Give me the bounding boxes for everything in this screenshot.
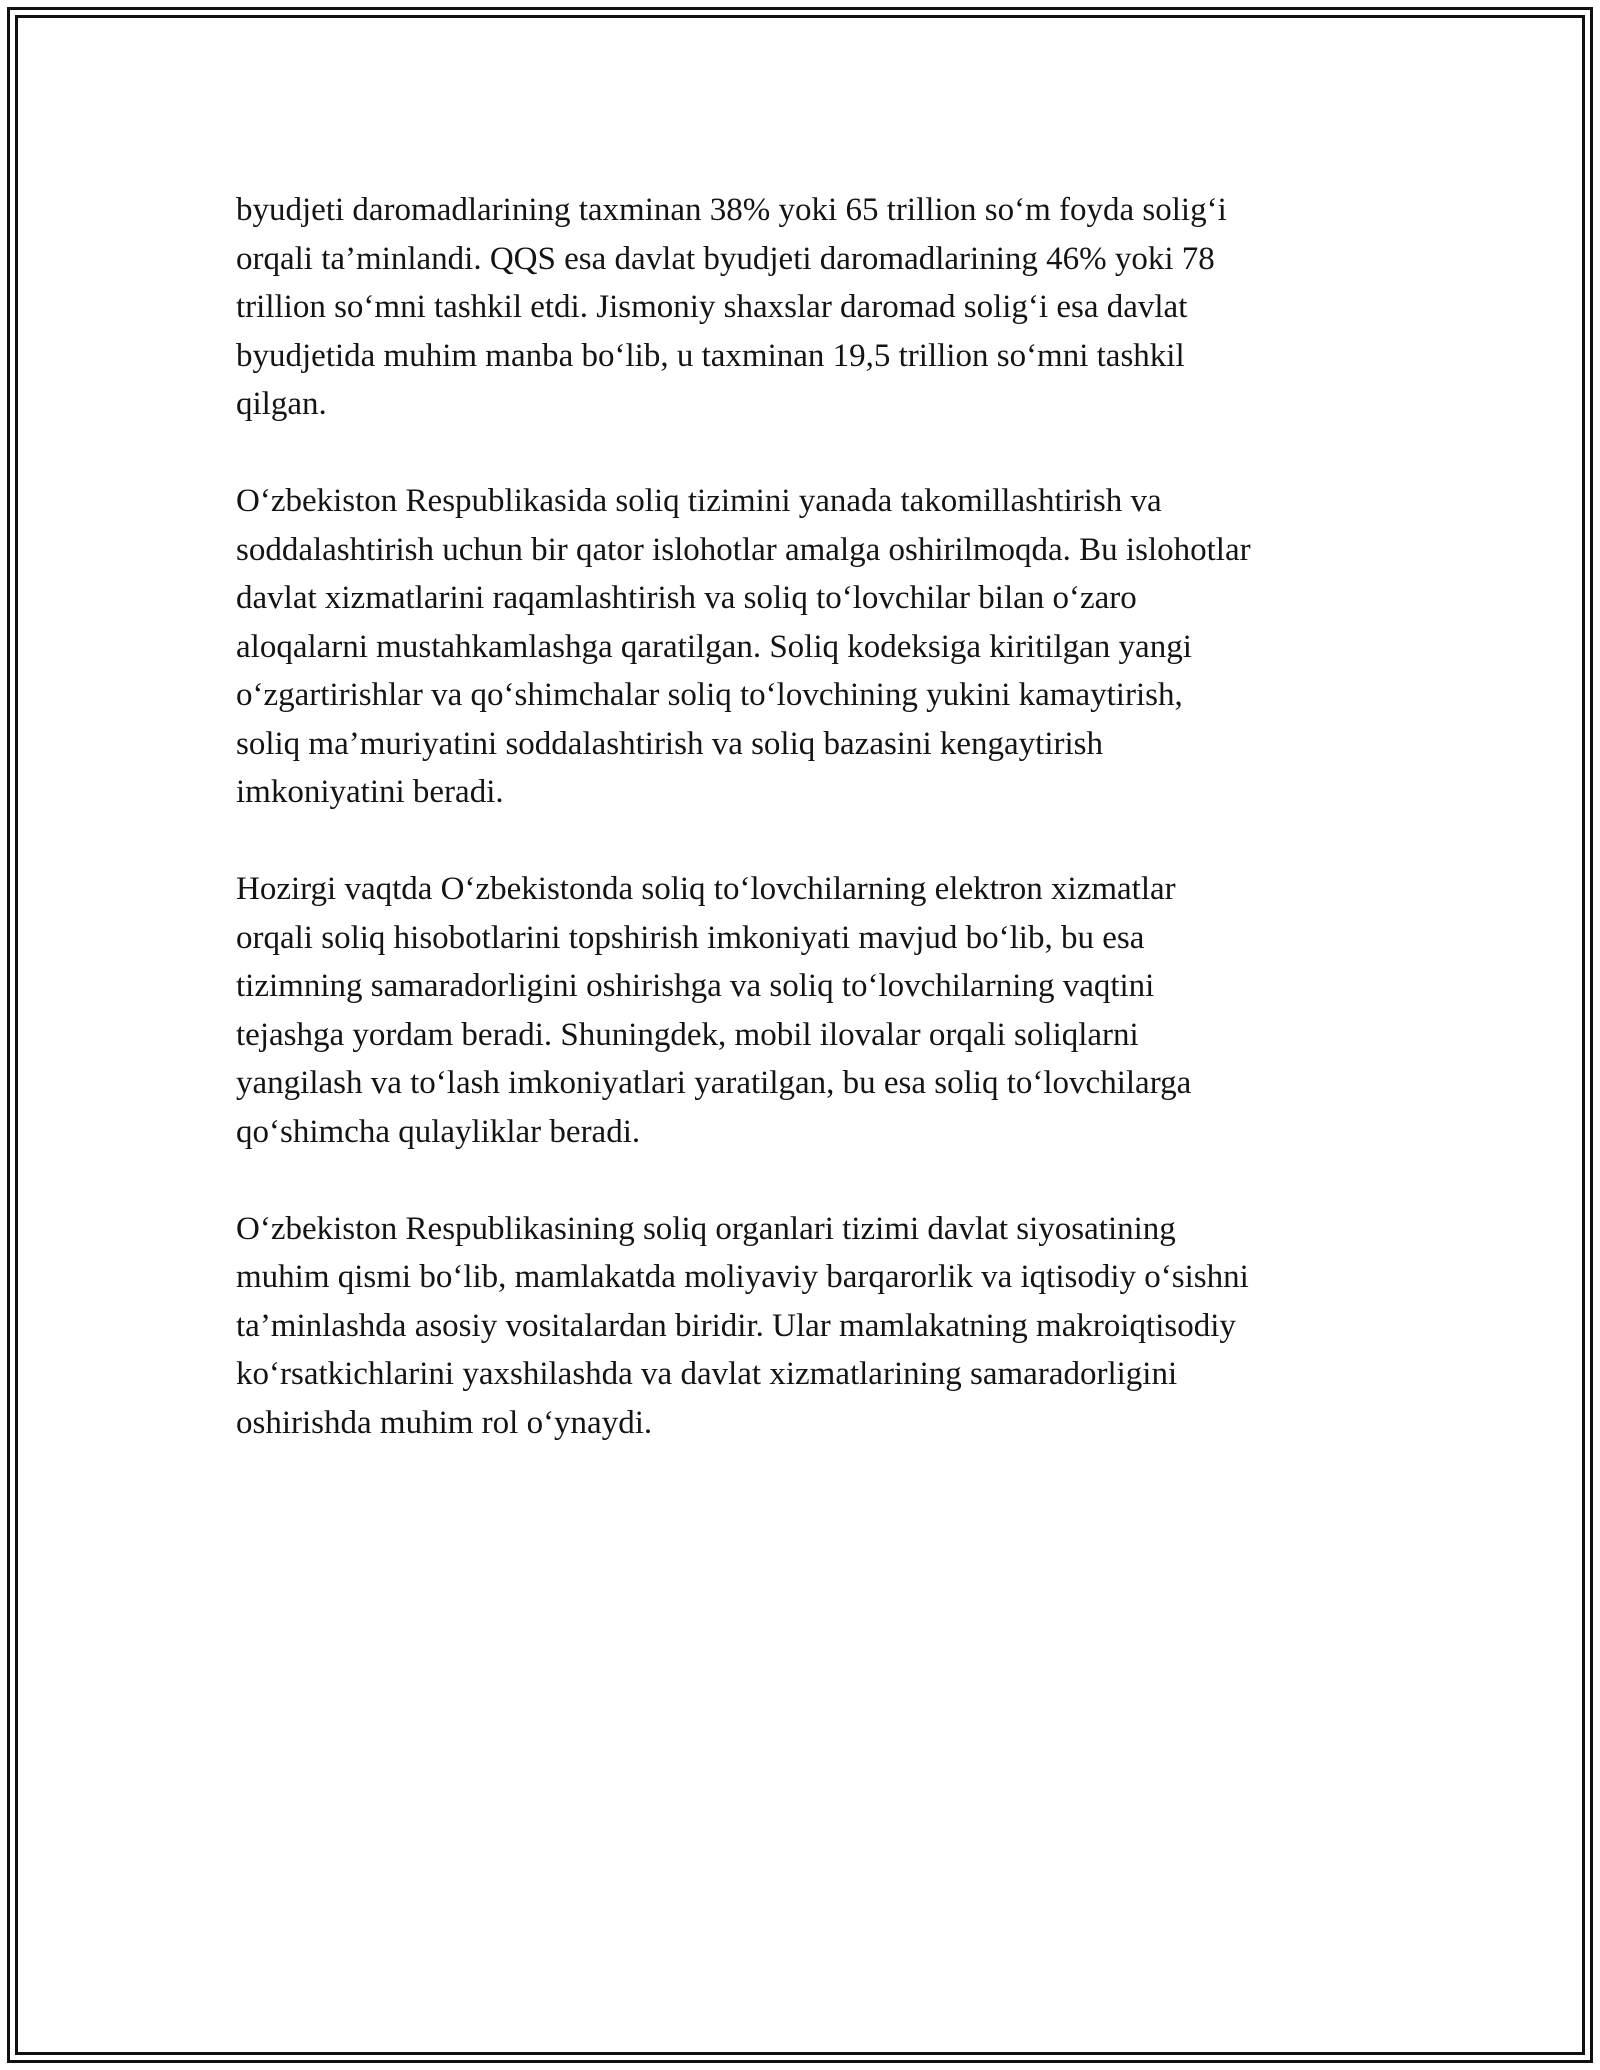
paragraph-tax-reforms: O‘zbekiston Respublikasida soliq tizimini yanada takomillashtirish va soddalashtirish uchun bir qator islohotlar amalga oshirilmoqda. Bu islohotlar davlat xizmatlarini raqamlashtirish va soliq to‘lovchilar bilan o‘zaro aloqalarni mustahkamlashga qaratilgan. Soliq kodeksiga kiritilgan yangi o‘zgartirishlar va qo‘shimchalar soliq to‘lovchining yukini kamaytirish, soliq ma’muriyatini soddalashtirish va soliq bazasini kengaytirish imkoniyatini beradi. <box>236 483 1251 810</box>
paragraph-electronic-services: Hozirgi vaqtda O‘zbekistonda soliq to‘lovchilarning elektron xizmatlar orqali soliq hisobotlarini topshirish imkoniyati mavjud bo‘lib, bu esa tizimning samaradorligini oshirishga va soliq to‘lovchilarning vaqtini tejashga yordam beradi. Shuningdek, mobil ilovalar orqali soliqlarni yangilash va to‘lash imkoniyatlari yaratilgan, bu esa soliq to‘lovchilarga qo‘shimcha qulayliklar beradi. <box>236 871 1192 1150</box>
document-body <box>236 186 1366 1496</box>
paragraph-tax-authorities: O‘zbekiston Respublikasining soliq organlari tizimi davlat siyosatining muhim qismi bo‘lib, mamlakatda moliyaviy barqarorlik va iqtisodiy o‘sishni ta’minlashda asosiy vositalardan biridir. Ular mamlakatning makroiqtisodiy ko‘rsatkichlarini yaxshilashda va davlat xizmatlarining samaradorligini oshirishda muhim rol o‘ynaydi. <box>236 1210 1249 1441</box>
paragraph-tax-revenue: byudjeti daromadlarining taxminan 38% yoki 65 trillion so‘m foyda solig‘i orqali ta’minlandi. QQS esa davlat byudjeti daromadlarining 46% yoki 78 trillion so‘mni tashkil etdi. Jismoniy shaxslar daromad solig‘i esa davlat byudjetida muhim manba bo‘lib, u taxminan 19,5 trillion so‘mni tashkil qilgan. <box>236 192 1227 422</box>
